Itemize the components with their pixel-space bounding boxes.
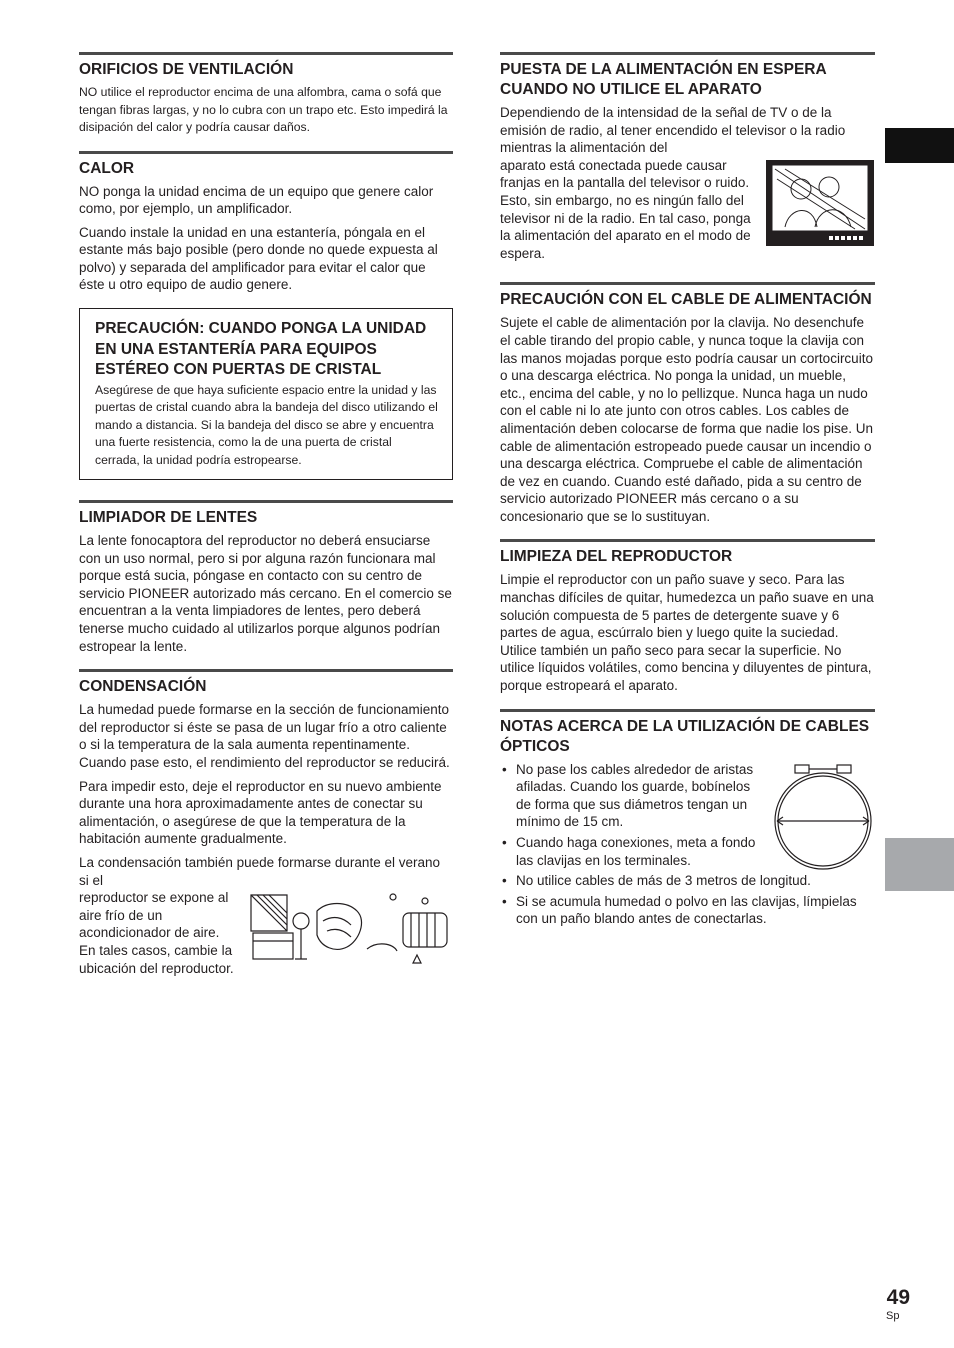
- section-paragraph: reproductor se expone al aire frío de un acondicionador de aire. En tales casos, cambie la ubicación del reproductor.: [79, 890, 234, 976]
- section-title: LIMPIADOR DE LENTES: [79, 509, 258, 527]
- list-item: • No pase los cables alrededor de aristas afiladas. Cuando los guarde, bobínelos de forma que sus diámetros tengan un mínimo de 15 cm.: [516, 761, 875, 831]
- section-title: CONDENSACIÓN: [79, 678, 207, 696]
- section-paragraph: NO ponga la unidad encima de un equipo que genere calor como, por ejemplo, un amplificador.: [79, 183, 434, 217]
- section-paragraph: Cuando instale la unidad en una estantería, póngala en el estante más bajo posible (pero donde no quede expuesta al polvo) y separada del amplificador para evitar el calor que éste u otro equipo de audio genere.: [79, 224, 438, 293]
- section-title: CALOR: [79, 159, 135, 177]
- page-number: 49: [886, 1286, 910, 1309]
- section-title: ORIFICIOS DE VENTILACIÓN: [79, 61, 294, 78]
- tv-illustration-icon: [765, 159, 875, 247]
- list-item: • Cuando haga conexiones, meta a fondo las clavijas en los terminales.: [516, 834, 875, 869]
- right-column: [500, 52, 875, 945]
- section-body: NO utilice el reproductor encima de una alfombra, cama o sofá que tengan fibras largas, y no lo cubra con un trapo etc. Esto impedirá la disipación del calor y podría causar daños.: [79, 85, 448, 134]
- list-item: • Si se acumula humedad o polvo en las clavijas, límpielas con un paño blando antes de conectarlas.: [516, 893, 875, 928]
- section-paragraph: Para impedir esto, deje el reproductor en su nuevo ambiente durante una hora aproximadamente antes de conectar su alimentación, o asegúrese de que la temperatura de la habitación aumente gradualmente.: [79, 778, 442, 847]
- section-body: Limpie el reproductor con un paño suave y seco. Para las manchas difíciles de quitar, humedezca un paño suave en una solución compuesta de 5 partes de detergente suave y 6 partes de agua, escúrralo bien y luego quite la suciedad. Utilice también un paño seco para secar la superficie. No utilice líquidos volátiles, como bencina y diluyentes de pintura, porque estropeará el aparato.: [500, 572, 874, 694]
- section-cable: [500, 282, 875, 525]
- section-espera: [500, 52, 875, 268]
- section-title: LIMPIEZA DEL REPRODUCTOR: [500, 548, 733, 566]
- section-paragraph: Dependiendo de la intensidad de la señal de TV o de la emisión de radio, al tener encendido el televisor o la radio mientras la alimentación del: [500, 105, 846, 156]
- section-limpieza: [500, 539, 875, 694]
- section-paragraph: La condensación también puede formarse durante el verano si el: [79, 854, 440, 888]
- chapter-tab-dark: [885, 128, 954, 163]
- section-body: Sujete el cable de alimentación por la clavija. No desenchufe el cable tirando del propio cable, y nunca toque la clavija con las manos mojadas porque esto podría causar un cortocircuito o una descarga eléctrica. No ponga la unidad, un mueble, etc., encima del cable, y no lo pellizque. Nunca haga un nudo con el cable ni lo ate junto con otros cables. Los cables de alimentación deben colocarse de forma que nadie los pise. Un cable de alimentación estropeado puede causar un incendio o una descarga eléctrica. Compruebe el cable de alimentación de vez en cuando. Cuando esté dañado, pida a su centro de servicio autorizado PIONEER más cercano o a su concesionario que se lo sustituyan.: [500, 315, 873, 524]
- section-condensacion: [79, 669, 453, 983]
- chapter-tab-grey: [885, 838, 954, 891]
- caution-body: Asegúrese de que haya suficiente espacio entre la unidad y las puertas de cristal cuando abra la bandeja del disco utilizando el mando a distancia. Si la bandeja del disco se abre y encuentra una fuerte resistencia, como la de una puerta de cristal cerrada, la unidad podría estropearse.: [95, 382, 438, 467]
- heater-illustration-icon: [247, 891, 453, 967]
- section-orificios: [79, 52, 453, 137]
- caution-box: [79, 308, 453, 480]
- section-calor: [79, 151, 453, 295]
- section-title: PRECAUCIÓN CON EL CABLE DE ALIMENTACIÓN: [500, 291, 872, 309]
- left-column: [79, 52, 453, 997]
- section-body: La lente fonocaptora del reproductor no deberá ensuciarse con un uso normal, pero si por alguna razón funcionara mal porque está sucia, póngase en contacto con su centro de servicio PIONEER autorizado más cercano. En el comercio se encuentran a la venta limpiadores de lentes, pero deberá tenerse mucho cuidado al utilizarlos porque algunos podrían estropear la lente.: [79, 533, 452, 654]
- section-notas: [500, 709, 875, 931]
- section-paragraph: La humedad puede formarse en la sección de funcionamiento del reproductor si éste se pasa de un lugar frío a otro caliente o si la temperatura de la sala aumenta repentinamente. Cuando pase esto, el rendimiento del reproductor se reducirá.: [79, 702, 450, 770]
- section-title: PUESTA DE LA ALIMENTACIÓN EN ESPERA CUANDO NO UTILICE EL APARATO: [500, 61, 827, 98]
- list-item: • No utilice cables de más de 3 metros de longitud.: [516, 872, 875, 890]
- page-language: Sp: [886, 1310, 900, 1322]
- caution-title: PRECAUCIÓN: CUANDO PONGA LA UNIDAD EN UNA ESTANTERÍA PARA EQUIPOS ESTÉREO CON PUERTAS DE CRISTAL: [95, 320, 427, 379]
- section-paragraph: aparato está conectada puede causar franjas en la pantalla del televisor o ruido. Esto, sin embargo, no es ningún fallo del televisor ni de la radio. En tal caso, ponga la alimentación del aparato en el modo de espera.: [500, 157, 751, 261]
- section-limpiador: [79, 500, 453, 655]
- notes-list: [500, 761, 875, 928]
- section-title: NOTAS ACERCA DE LA UTILIZACIÓN DE CABLES ÓPTICOS: [500, 717, 870, 755]
